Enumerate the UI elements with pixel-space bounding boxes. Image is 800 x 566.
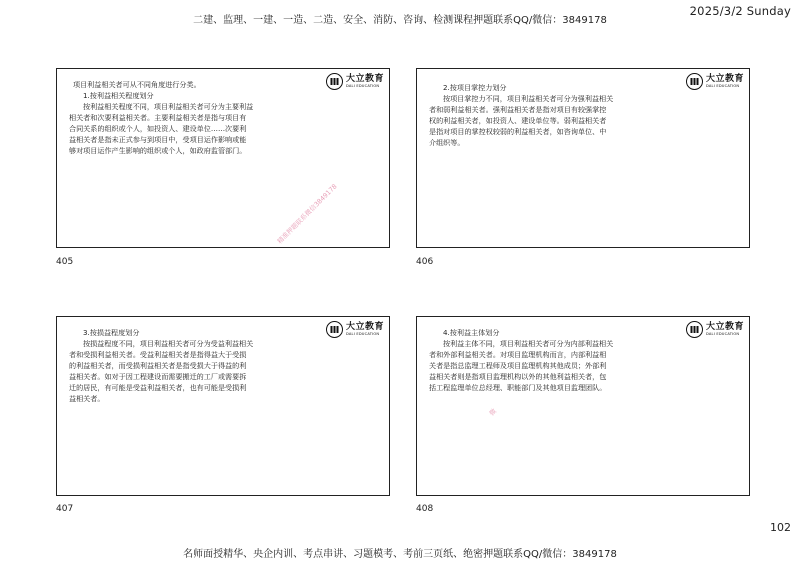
dali-logo-icon: [326, 321, 343, 338]
dali-logo: [686, 321, 744, 338]
slide-line: 益相关者。如对于因工程建设而需要搬迁的工厂或需要拆: [69, 372, 247, 381]
slide-line: 者和外部利益相关者。对项目监理机构而言，内部利益相: [429, 350, 607, 359]
header-title: 二建、监理、一建、一造、二造、安全、消防、咨询、检测课程押题联系QQ/微信：3849178: [193, 15, 607, 26]
logo-en-text: DALI EDUCATION: [705, 83, 740, 88]
header-date: 2025/3/2 Sunday: [689, 4, 791, 18]
dali-logo-icon: [326, 73, 343, 90]
dali-logo-icon: [686, 73, 703, 90]
slide-line: 关者是指总监理工程师及项目监理机构其他成员；外部利: [429, 361, 607, 370]
slide-line: 益相关者。: [69, 394, 105, 403]
slide-body: [429, 327, 669, 393]
slide-line: 益相关者则是指项目监理机构以外的其他利益相关者，包: [429, 372, 607, 381]
slide-line: 项目利益相关者可从不同角度进行分类。: [73, 80, 201, 89]
slide-line: 介组织等。: [429, 138, 465, 147]
slide-405: [56, 68, 390, 248]
slide-line: 按项目掌控力不同，项目利益相关者可分为强利益相关: [443, 94, 614, 103]
page-number: 102: [770, 521, 791, 534]
slide-heading: 2.按项目掌控力划分: [443, 83, 507, 92]
logo-en-text: DALI EDUCATION: [345, 331, 380, 336]
slide-number: 407: [56, 504, 74, 514]
dali-logo-icon: [686, 321, 703, 338]
slide-406: [416, 68, 750, 248]
slide-line: 益相关者是指未正式参与到项目中，受项目运作影响或能: [69, 135, 247, 144]
slide-heading: 4.按利益主体划分: [443, 328, 500, 337]
logo-cn-text: 大立教育: [345, 321, 384, 332]
slide-line: 合同关系的组织或个人，如投资人、建设单位……次要利: [69, 124, 247, 133]
slide-line: 的利益相关者，而受损利益相关者是指受损大于得益的利: [69, 361, 247, 370]
slide-line: 按利益相关程度不同，项目利益相关者可分为主要利益: [83, 102, 254, 111]
dali-logo: [326, 73, 384, 90]
slide-407: [56, 316, 390, 496]
watermark-text: 精准押题联系微信3849178: [275, 182, 339, 246]
slide-body: [429, 82, 669, 148]
dali-logo: [686, 73, 744, 90]
slide-line: 权的利益相关者，如投资人、建设单位等。弱利益相关者: [429, 116, 607, 125]
logo-en-text: DALI EDUCATION: [345, 83, 380, 88]
slide-line: 迁的居民，有可能是受益利益相关者，也有可能是受损利: [69, 383, 247, 392]
slide-408: [416, 316, 750, 496]
slide-body: [69, 79, 309, 156]
slide-line: 括工程监理单位总经理、职能部门及其他项目监理团队。: [429, 383, 607, 392]
logo-cn-text: 大立教育: [705, 321, 744, 332]
slide-number: 408: [416, 504, 434, 514]
slide-body: [69, 327, 309, 404]
slide-line: 者和受损利益相关者。受益利益相关者是指得益大于受损: [69, 350, 247, 359]
slide-line: 够对项目运作产生影响的组织或个人，如政府监管部门。: [69, 146, 247, 155]
slide-line: 按损益程度不同，项目利益相关者可分为受益利益相关: [83, 339, 254, 348]
slide-number: 406: [416, 257, 434, 267]
slide-line: 是指对项目的掌控权较弱的利益相关者，如咨询单位、中: [429, 127, 607, 136]
slide-number: 405: [56, 257, 74, 267]
slide-heading: 3.按损益程度划分: [83, 328, 140, 337]
logo-en-text: DALI EDUCATION: [705, 331, 740, 336]
slide-line: 相关者和次要利益相关者。主要利益相关者是指与项目有: [69, 113, 247, 122]
slide-heading: 1.按利益相关程度划分: [83, 91, 154, 100]
slide-line: 者和弱利益相关者。强利益相关者是指对项目有较强掌控: [429, 105, 607, 114]
logo-cn-text: 大立教育: [705, 73, 744, 84]
slide-line: 按利益主体不同，项目利益相关者可分为内部利益相关: [443, 339, 614, 348]
dali-logo: [326, 321, 384, 338]
watermark-text: 微: [487, 407, 498, 418]
logo-cn-text: 大立教育: [345, 73, 384, 84]
footer-text: 名师面授精华、央企内训、考点串讲、习题模考、考前三页纸、绝密押题联系QQ/微信：3849178: [183, 549, 617, 560]
